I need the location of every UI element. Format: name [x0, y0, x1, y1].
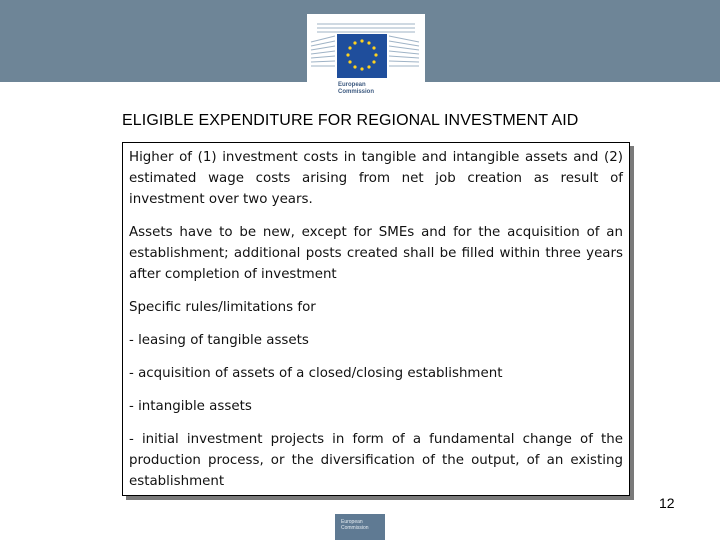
paragraph-new-assets: Assets have to be new, except for SMEs and for the acquisition of an establishment; additional posts created shall be filled within three years after completion of investment — [129, 225, 623, 282]
content-box — [122, 142, 630, 496]
building-logo-icon — [307, 14, 425, 84]
european-commission-logo — [307, 14, 425, 110]
slide-title: ELIGIBLE EXPENDITURE FOR REGIONAL INVESTMENT AID — [122, 112, 579, 129]
logo-caption-line2: Commission — [338, 89, 375, 95]
logo-caption-line1: European — [338, 82, 366, 88]
paragraph-specific-rules: Specific rules/limitations for — [129, 300, 316, 315]
paragraph-investment-costs: Higher of (1) investment costs in tangible and intangible assets and (2) estimated wage costs arising from net job creation as result of investment over two years. — [129, 150, 623, 207]
list-item-initial-investment: - initial investment projects in form of a fundamental change of the production process, or the diversification of the output, of an existing establishment — [129, 432, 623, 489]
list-item-intangible-assets: - intangible assets — [129, 399, 252, 414]
logo-caption — [338, 82, 398, 96]
page-number: 12 — [659, 495, 675, 511]
footer-logo — [335, 514, 385, 540]
list-item-leasing: - leasing of tangible assets — [129, 333, 309, 348]
content-text — [129, 147, 623, 492]
footer-logo-caption: European Commission — [341, 519, 369, 531]
list-item-closed-establishment: - acquisition of assets of a closed/closing establishment — [129, 366, 503, 381]
